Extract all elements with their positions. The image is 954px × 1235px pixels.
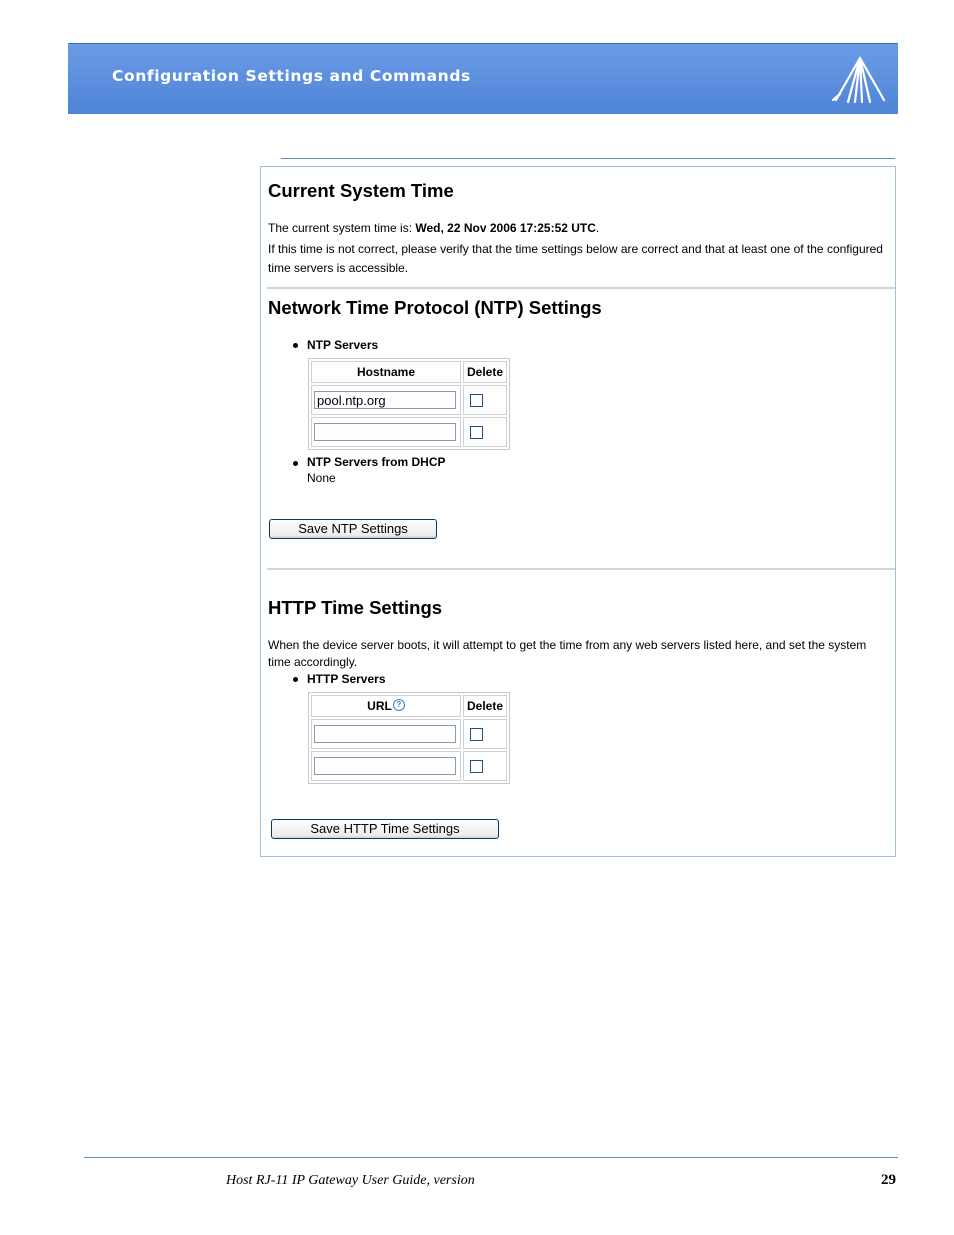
table-row: [311, 751, 507, 781]
page-number: 29: [881, 1172, 896, 1188]
current-time-line: [268, 221, 599, 235]
bullet-icon: [293, 343, 298, 348]
ntp-dhcp-label: NTP Servers from DHCP: [307, 455, 446, 469]
bullet-icon: [293, 461, 298, 466]
url-column-header: [311, 695, 461, 717]
bullet-icon: [293, 677, 298, 682]
url-header-label: URL: [367, 699, 392, 713]
http-url-input-1[interactable]: [314, 725, 456, 743]
hostname-column-header: Hostname: [311, 361, 461, 383]
section-separator: [267, 568, 895, 570]
ntp-hostname-input-2[interactable]: [314, 423, 456, 441]
table-row: [311, 719, 507, 749]
ntp-delete-checkbox-2[interactable]: [470, 426, 483, 439]
http-heading: HTTP Time Settings: [268, 597, 443, 618]
footer-divider: [84, 1157, 898, 1158]
save-http-button[interactable]: Save HTTP Time Settings: [271, 819, 499, 839]
ntp-heading: Network Time Protocol (NTP) Settings: [268, 297, 602, 318]
current-time-heading: Current System Time: [268, 180, 454, 201]
http-url-input-2[interactable]: [314, 757, 456, 775]
section-separator: [267, 287, 895, 289]
top-divider: [281, 158, 895, 159]
current-time-value: Wed, 22 Nov 2006 17:25:52 UTC: [415, 221, 596, 235]
footer-guide-title: Host RJ-11 IP Gateway User Guide, version: [226, 1173, 475, 1188]
table-row: [311, 385, 507, 415]
section-title: Configuration Settings and Commands: [112, 67, 471, 85]
ntp-delete-checkbox-1[interactable]: [470, 394, 483, 407]
header-banner: [68, 43, 898, 114]
delete-column-header: Delete: [463, 361, 507, 383]
ntp-servers-table: [308, 358, 510, 450]
delete-column-header: Delete: [463, 695, 507, 717]
time-note-line2: time servers is accessible.: [268, 261, 409, 275]
current-time-suffix: .: [595, 221, 600, 235]
table-row: [311, 417, 507, 447]
http-delete-checkbox-1[interactable]: [470, 728, 483, 741]
table-header-row: [311, 695, 507, 717]
help-icon[interactable]: ?: [393, 699, 405, 711]
ntp-servers-label: NTP Servers: [307, 338, 379, 352]
http-desc-line2: time accordingly.: [268, 655, 358, 669]
time-note-line1: If this time is not correct, please verify that the time settings below are correct and that at least one of the configured: [268, 242, 883, 256]
ntp-hostname-input-1[interactable]: pool.ntp.org: [314, 391, 456, 409]
save-ntp-button[interactable]: Save NTP Settings: [269, 519, 437, 539]
time-settings-panel: [260, 166, 896, 857]
current-time-prefix: The current system time is:: [268, 221, 413, 235]
http-desc-line1: When the device server boots, it will attempt to get the time from any web servers listed here, and set the system: [268, 638, 867, 652]
tent-logo-icon: [830, 54, 886, 106]
http-servers-label: HTTP Servers: [307, 672, 386, 686]
ntp-dhcp-value: None: [307, 471, 336, 485]
table-header-row: [311, 361, 507, 383]
http-delete-checkbox-2[interactable]: [470, 760, 483, 773]
http-servers-table: [308, 692, 510, 784]
